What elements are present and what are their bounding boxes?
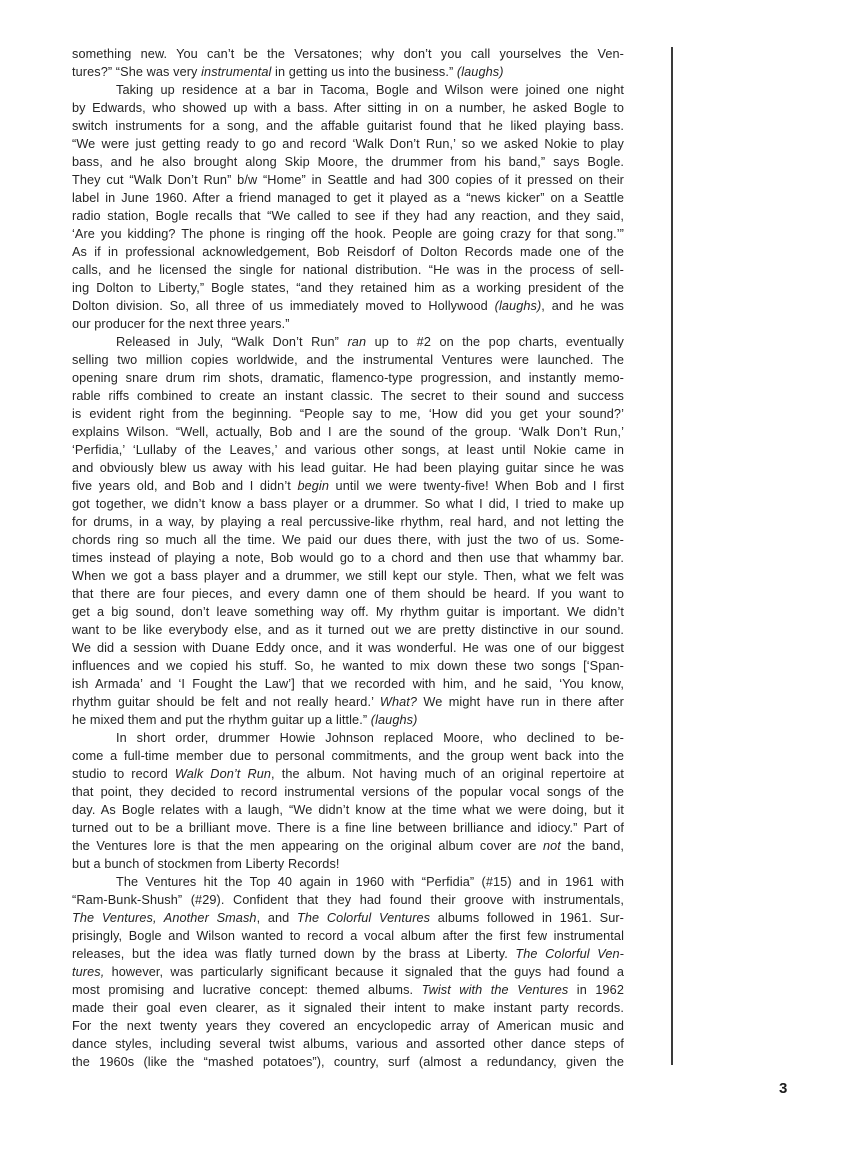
text-line: When we got a bass player and a drummer, we still kept our style. Then, what we felt was [72, 569, 624, 583]
text-line: got together, we didn’t know a bass player or a drummer. So what I did, I tried to make up [72, 497, 624, 511]
text-line: our producer for the next three years.” [72, 317, 290, 331]
text-line: Taking up residence at a bar in Tacoma, Bogle and Wilson were joined one night [116, 83, 624, 97]
text-line: “Ram-Bunk-Shush” (#29). Confident that they had found their groove with instrumentals, [72, 893, 624, 907]
text-line: the 1960s (like the “mashed potatoes”), country, surf (almost a redundancy, given the [72, 1055, 624, 1069]
text-line: chords ring so much all the time. We paid our dues there, with just the two of us. Some- [72, 533, 624, 547]
text-line: calls, and he licensed the single for national distribution. “He was in the process of sell- [72, 263, 624, 277]
text-line: is evident right from the beginning. “People say to me, ‘How did you get your sound?’ [72, 407, 624, 421]
text-line: switch instruments for a song, and the affable guitarist found that he liked playing bass. [72, 119, 624, 133]
text-line: Released in July, “Walk Don’t Run” ran up to #2 on the pop charts, eventually [116, 335, 624, 349]
text-line: dance styles, including several twist albums, various and assorted other dance steps of [72, 1037, 624, 1051]
text-line: and obviously blew us away with his lead guitar. He had been playing guitar since he was [72, 461, 624, 475]
text-line: that there are four pieces, and every damn one of them should be heard. If you want to [72, 587, 624, 601]
text-line: but a bunch of stockmen from Liberty Records! [72, 857, 340, 871]
text-line: that point, they decided to record instrumental versions of the popular vocal songs of the [72, 785, 624, 799]
text-line: ing Dolton to Liberty,” Bogle states, “and they retained him as a working president of the [72, 281, 624, 295]
page-number: 3 [779, 1080, 788, 1097]
text-line: want to be like everybody else, and as it turned out we are pretty distinctive in our sound. [72, 623, 624, 637]
text-line: studio to record Walk Don’t Run, the album. Not having much of an original repertoire at [72, 767, 624, 781]
text-line: opening snare drum rim shots, dramatic, flamenco-type progression, and instantly memo- [72, 371, 624, 385]
text-line: “We were just getting ready to go and record ‘Walk Don’t Run,’ so we asked Nokie to play [72, 137, 624, 151]
text-line: rable riffs combined to create an instant classic. The secret to their sound and success [72, 389, 624, 403]
text-line: the Ventures lore is that the men appearing on the original album cover are not the band, [72, 839, 624, 853]
text-line: he mixed them and put the rhythm guitar up a little.” (laughs) [72, 713, 418, 727]
text-line: times instead of playing a note, Bob would go to a chord and then use that whammy bar. [72, 551, 624, 565]
gutter-rule [671, 47, 673, 1065]
text-line: get a big sound, don’t leave something way off. My rhythm guitar is important. We didn’t [72, 605, 624, 619]
text-line: come a full-time member due to personal commitments, and the group went back into the [72, 749, 624, 763]
text-line: ‘Perfidia,’ ‘Lullaby of the Leaves,’ and various other songs, at least until Nokie came in [72, 443, 624, 457]
text-line: ‘Are you kidding? The phone is ringing off the hook. People are going crazy for that song.’” [72, 227, 624, 241]
text-line: influences and we copied his stuff. So, he wanted to mix down these two songs [‘Span- [72, 659, 624, 673]
text-line: made their goal even clearer, as it signaled their intent to make instant party records. [72, 1001, 624, 1015]
text-line: label in June 1960. After a friend managed to get it played as a “news kicker” on a Seattle [72, 191, 624, 205]
text-line: tures?” “She was very instrumental in getting us into the business.” (laughs) [72, 65, 504, 79]
text-line: explains Wilson. “Well, actually, Bob and I are the sound of the group. ‘Walk Don’t Run,’ [72, 425, 624, 439]
text-line: In short order, drummer Howie Johnson replaced Moore, who declined to be- [116, 731, 624, 745]
article-text [72, 45, 624, 1071]
text-line: five years old, and Bob and I didn’t begin until we were twenty-five! When Bob and I first [72, 479, 624, 493]
text-line: something new. You can’t be the Versatones; why don’t you call yourselves the Ven- [72, 47, 624, 61]
text-line: Dolton division. So, all three of us immediately moved to Hollywood (laughs), and he was [72, 299, 624, 313]
text-line: day. As Bogle relates with a laugh, “We didn’t know at the time what we were doing, but it [72, 803, 624, 817]
text-line: selling two million copies worldwide, and the instrumental Ventures were launched. The [72, 353, 624, 367]
text-line: As if in professional acknowledgement, Bob Reisdorf of Dolton Records made one of the [72, 245, 624, 259]
text-line: ish Armada’ and ‘I Fought the Law’] that we recorded with him, and he said, ‘You know, [72, 677, 624, 691]
text-line: radio station, Bogle recalls that “We called to see if they had any reaction, and they said, [72, 209, 624, 223]
text-line: prisingly, Bogle and Wilson wanted to record a vocal album after the first few instrumental [72, 929, 624, 943]
text-line: They cut “Walk Don’t Run” b/w “Home” in Seattle and had 300 copies of it pressed on their [72, 173, 624, 187]
text-line: We did a session with Duane Eddy once, and it was wonderful. He was one of our biggest [72, 641, 624, 655]
text-line: For the next twenty years they covered an encyclopedic array of American music and [72, 1019, 624, 1033]
text-line: The Ventures hit the Top 40 again in 1960 with “Perfidia” (#15) and in 1961 with [116, 875, 624, 889]
text-line: The Ventures, Another Smash, and The Colorful Ventures albums followed in 1961. Sur- [72, 911, 624, 925]
text-line: tures, however, was particularly significant because it signaled that the guys had found a [72, 965, 624, 979]
text-line: rhythm guitar should be felt and not really heard.’ What? We might have run in there after [72, 695, 624, 709]
text-line: bass, and he also brought along Skip Moore, the drummer from his band,” says Bogle. [72, 155, 624, 169]
text-line: releases, but the idea was flatly turned down by the brass at Liberty. The Colorful Ven- [72, 947, 624, 961]
text-line: turned out to be a brilliant move. There is a fine line between brilliance and idiocy.” Part of [72, 821, 624, 835]
text-line: for drums, in a way, by playing a real percussive-like rhythm, real hard, and not letting the [72, 515, 624, 529]
text-line: by Edwards, who showed up with a bass. After sitting in on a number, he asked Bogle to [72, 101, 624, 115]
text-line: most promising and lucrative concept: themed albums. Twist with the Ventures in 1962 [72, 983, 624, 997]
